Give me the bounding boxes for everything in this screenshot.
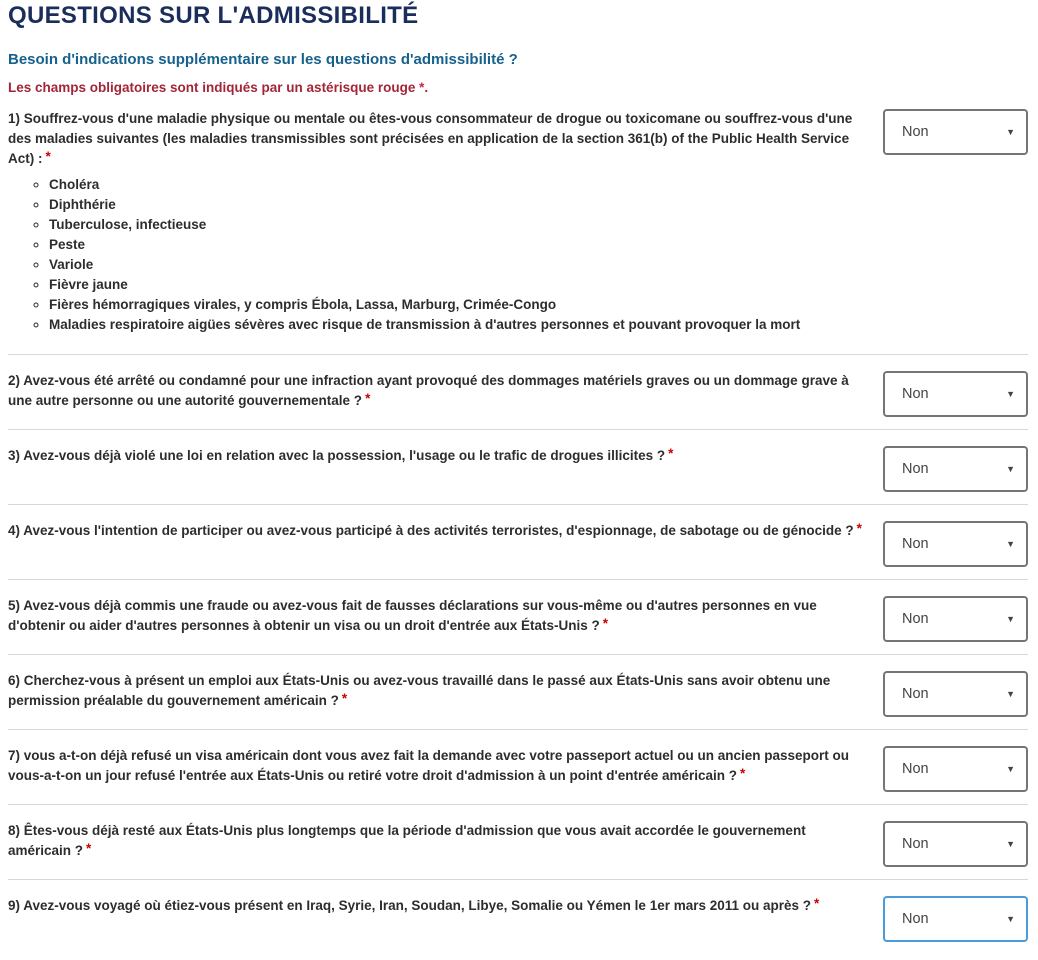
question-row-3: [8, 429, 1028, 504]
question-7-label: 7) vous a-t-on déjà refusé un visa américain dont vous avez fait la demande avec votre passeport actuel ou un ancien passeport ou vous-a-t-on un jour refusé l'entrée aux États-Unis ou retiré votre droit d'admission à un point d'entrée américain ?: [8, 748, 849, 783]
required-note-period: .: [424, 80, 429, 95]
chevron-down-icon: ▼: [1006, 839, 1015, 849]
question-row-5: [8, 579, 1028, 654]
question-9-label: 9) Avez-vous voyagé où étiez-vous présent en Iraq, Syrie, Iran, Soudan, Libye, Somalie ou Yémen le 1er mars 2011 ou après ?: [8, 898, 812, 913]
question-6-answer-select[interactable]: [883, 671, 1028, 717]
question-6-label: 6) Cherchez-vous à présent un emploi aux États-Unis ou avez-vous travaillé dans le passé aux États-Unis sans avoir obtenu une permission préalable du gouvernement américain ?: [8, 673, 831, 708]
eligibility-help-link[interactable]: Besoin d'indications supplémentaire sur les questions d'admissibilité ?: [8, 51, 518, 68]
question-5-label: 5) Avez-vous déjà commis une fraude ou avez-vous fait de fausses déclarations sur vous-même ou d'autres personnes en vue d'obtenir ou aider d'autres personnes à obtenir un visa ou un droit d'entrée aux États-Unis ?: [8, 598, 817, 633]
chevron-down-icon: ▼: [1006, 464, 1015, 474]
disease-list-item: ◦ Peste: [49, 235, 865, 255]
question-1-label: 1) Souffrez-vous d'une maladie physique ou mentale ou êtes-vous consommateur de drogue ou toxicomane ou souffrez-vous d'une des maladies suivantes (les maladies transmissibles sont précisées en application de la section 361(b) of the Public Health Service Act) :: [8, 111, 853, 166]
required-note-text: Les champs obligatoires sont indiqués par un astérisque rouge: [8, 80, 416, 95]
question-7-answer-select[interactable]: [883, 746, 1028, 792]
question-text-8: [8, 821, 883, 861]
question-1-answer: [883, 109, 1028, 155]
question-row-9: [8, 879, 1028, 954]
question-9-answer-select[interactable]: [883, 896, 1028, 942]
question-5-answer: [883, 596, 1028, 642]
chevron-down-icon: ▼: [1006, 127, 1015, 137]
disease-list-item: ◦ Fières hémorragiques virales, y compris Ébola, Lassa, Marburg, Crimée-Congo: [49, 295, 865, 315]
disease-list-item: ◦ Maladies respiratoire aigües sévères avec risque de transmission à d'autres personnes et pouvant provoquer la mort: [49, 315, 865, 335]
chevron-down-icon: ▼: [1006, 914, 1015, 924]
question-text-6: [8, 671, 883, 711]
required-asterisk-icon: *: [856, 521, 862, 536]
question-6-answer: [883, 671, 1028, 717]
question-row-7: [8, 729, 1028, 804]
question-text-5: [8, 596, 883, 636]
question-3-answer-select[interactable]: [883, 446, 1028, 492]
required-asterisk-icon: *: [602, 616, 608, 631]
disease-list-item: ◦ Diphthérie: [49, 195, 865, 215]
question-2-answer: [883, 371, 1028, 417]
question-text-7: [8, 746, 883, 786]
required-asterisk-icon: *: [740, 766, 746, 781]
page-title: QUESTIONS SUR L'ADMISSIBILITÉ: [8, 2, 419, 29]
question-row-8: [8, 804, 1028, 879]
question-9-answer: [883, 896, 1028, 942]
chevron-down-icon: ▼: [1006, 614, 1015, 624]
question-row-4: [8, 504, 1028, 579]
required-asterisk-icon: *: [668, 446, 674, 461]
question-4-label: 4) Avez-vous l'intention de participer ou avez-vous participé à des activités terroristes, d'espionnage, de sabotage ou de génocide ?: [8, 523, 854, 538]
required-asterisk-icon: *: [45, 149, 51, 164]
question-8-answer-select[interactable]: [883, 821, 1028, 867]
chevron-down-icon: ▼: [1006, 389, 1015, 399]
required-asterisk-icon: *: [365, 391, 371, 406]
required-fields-note: [8, 80, 1028, 95]
question-row-6: [8, 654, 1028, 729]
question-2-label: 2) Avez-vous été arrêté ou condamné pour une infraction ayant provoqué des dommages matériels graves ou un dommage grave à une autre personne ou une autorité gouvernementale ?: [8, 373, 849, 408]
required-asterisk-icon: *: [814, 896, 820, 911]
question-5-answer-select[interactable]: [883, 596, 1028, 642]
red-asterisk: *: [419, 80, 425, 95]
required-asterisk-icon: *: [341, 691, 348, 706]
question-text-1: [8, 109, 883, 335]
disease-list-item: ◦ Choléra: [49, 175, 865, 195]
question-3-answer: [883, 446, 1028, 492]
question-2-answer-select[interactable]: [883, 371, 1028, 417]
question-8-label: 8) Êtes-vous déjà resté aux États-Unis plus longtemps que la période d'admission que vous avait accordée le gouvernement américain ?: [8, 823, 806, 858]
disease-list-item: ◦ Variole: [49, 255, 865, 275]
question-row-2: [8, 354, 1028, 429]
disease-list-item: ◦ Fièvre jaune: [49, 275, 865, 295]
question-text-9: [8, 896, 883, 916]
question-text-2: [8, 371, 883, 411]
chevron-down-icon: ▼: [1006, 689, 1015, 699]
question-3-label: 3) Avez-vous déjà violé une loi en relation avec la possession, l'usage ou le trafic de drogues illicites ?: [8, 448, 666, 463]
disease-list-item: ◦ Tuberculose, infectieuse: [49, 215, 865, 235]
question-4-answer: [883, 521, 1028, 567]
disease-list: [8, 175, 865, 335]
question-1-answer-select[interactable]: [883, 109, 1028, 155]
chevron-down-icon: ▼: [1006, 539, 1015, 549]
question-text-3: [8, 446, 883, 466]
question-7-answer: [883, 746, 1028, 792]
chevron-down-icon: ▼: [1006, 764, 1015, 774]
question-4-answer-select[interactable]: [883, 521, 1028, 567]
required-asterisk-icon: *: [86, 841, 92, 856]
question-row-1: [8, 95, 1028, 354]
question-8-answer: [883, 821, 1028, 867]
question-text-4: [8, 521, 883, 541]
